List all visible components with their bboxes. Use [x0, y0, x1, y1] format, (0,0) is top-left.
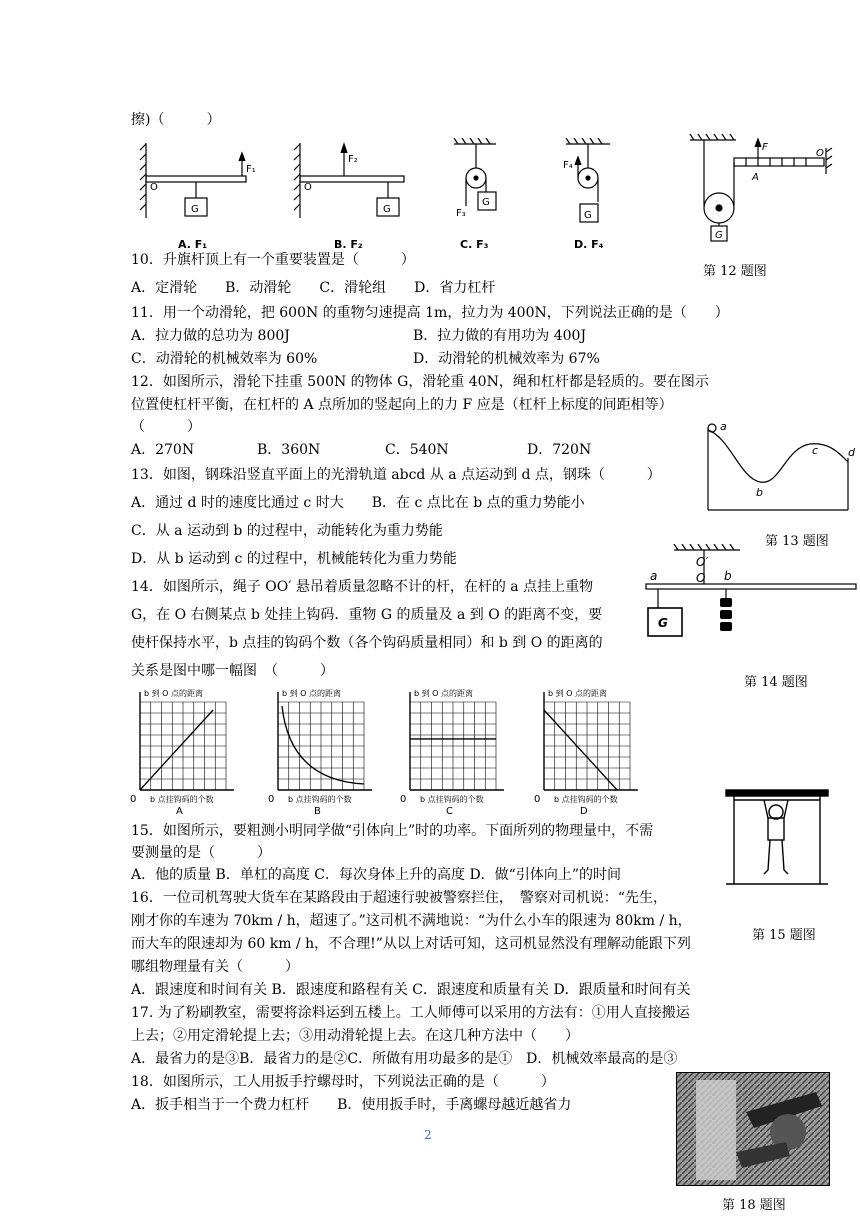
graph-options — [126, 686, 652, 822]
figure-15-caption: 第 15 题图 — [752, 928, 816, 943]
question-12-option-a: A．270N — [131, 442, 195, 458]
graph-xlabel: b 点挂钩码的个数 — [554, 795, 618, 804]
figure-13-track — [700, 418, 858, 520]
question-13: 13．如图，钢珠沿竖直平面上的光滑轨道 abcd 从 a 点运动到 d 点，钢珠（ ） — [131, 467, 661, 483]
label-f: F — [762, 142, 768, 153]
question-16: 16．一位司机驾驶大货车在某路段由于超速行驶被警察拦住， 警察对司机说：“先生， — [131, 890, 667, 906]
question-14-line3: 使杆保持水平，b 点挂的钩码个数（各个钩码质量相同）和 b 到 O 的距离的 — [131, 635, 603, 651]
question-13-options-ab: A．通过 d 时的速度比通过 c 时大 B．在 c 点比在 b 点的重力势能小 — [131, 495, 585, 511]
question-17-line2: 上去；②用定滑轮提上去；③用动滑轮提上去。在这几种方法中（ ） — [131, 1028, 579, 1044]
graph-origin: 0 — [534, 794, 541, 805]
figure-14-hanging-rod — [640, 544, 858, 644]
question-11: 11．用一个动滑轮，把 600N 的重物匀速提高 1m，拉力为 400N，下列说法正确的是（ ） — [131, 305, 729, 321]
figure-15-pull-up — [724, 788, 830, 888]
question-14-line4: 关系是图中哪一幅图 （ ） — [131, 663, 334, 679]
lever-option-figures — [138, 138, 618, 253]
graph-ylabel: b 到 O 点的距离 — [548, 689, 608, 698]
label-d: d — [848, 446, 855, 459]
question-11-option-c: C．动滑轮的机械效率为 60% — [131, 351, 318, 367]
question-12: 12．如图所示，滑轮下挂重 500N 的物体 G，滑轮重 40N，绳和杠杆都是轻质的。要在图示 — [131, 374, 709, 390]
question-12-option-b: B．360N — [257, 442, 321, 458]
question-12-line3: （ ） — [131, 419, 201, 435]
graph-curve — [282, 706, 364, 784]
figure-18-wrench-photo — [676, 1072, 830, 1186]
question-16-line4: 哪组物理量有关（ ） — [131, 959, 299, 975]
graph-option-label: D — [580, 806, 588, 817]
option-label-a: A. F₁ — [178, 238, 208, 251]
question-13-option-c: C．从 a 运动到 b 的过程中，动能转化为重力势能 — [131, 523, 443, 539]
label-g: G — [191, 204, 199, 215]
label-a: A — [752, 172, 759, 183]
text-line: 擦)（ ） — [131, 112, 221, 128]
graph-origin: 0 — [268, 794, 275, 805]
label-o: O — [696, 571, 706, 585]
figure-14-caption: 第 14 题图 — [744, 675, 808, 690]
page-number: 2 — [424, 1128, 432, 1142]
question-12-line2: 位置使杠杆平衡，在杠杆的 A 点所加的竖起向上的力 F 应是（杠杆上标度的间距相等） — [131, 397, 673, 413]
graph-xlabel: b 点挂钩码的个数 — [150, 795, 214, 804]
graph-ylabel: b 到 O 点的距离 — [144, 689, 204, 698]
question-18: 18．如图所示，工人用扳手拧螺母时，下列说法正确的是（ ） — [131, 1074, 555, 1090]
question-12-option-c: C．540N — [385, 442, 449, 458]
figure-12-pulley-lever — [686, 134, 836, 252]
option-label-b: B. F₂ — [334, 238, 363, 251]
question-17: 17. 为了粉刷教室，需要将涂料运到五楼上。工人师傅可以采用的方法有：①用人直接搬运 — [131, 1005, 690, 1021]
label-f4: F₄ — [563, 160, 573, 171]
graph-option-label: C — [446, 806, 453, 817]
label-g: G — [584, 210, 592, 221]
question-14-line2: G，在 O 右侧某点 b 处挂上钩码．重物 G 的质量及 a 到 O 的距离不变，要 — [131, 607, 603, 623]
figure-13-caption: 第 13 题图 — [765, 534, 829, 549]
question-11-option-d: D．动滑轮的机械效率为 67% — [413, 351, 600, 367]
question-15-line2: 要测量的是（ ） — [131, 845, 271, 861]
label-f2: F₂ — [348, 154, 358, 165]
figure-12-caption: 第 12 题图 — [703, 264, 767, 279]
question-18-options: A．扳手相当于一个费力杠杆 B．使用扳手时，手离螺母越近越省力 — [131, 1097, 572, 1113]
label-b: b — [724, 569, 732, 583]
question-10-options: A．定滑轮 B．动滑轮 C．滑轮组 D．省力杠杆 — [131, 280, 496, 296]
question-11-option-b: B．拉力做的有用功为 400J — [413, 328, 587, 344]
figure-18-caption: 第 18 题图 — [722, 1198, 786, 1213]
label-o-prime: O′ — [696, 555, 709, 569]
graph-ylabel: b 到 O 点的距离 — [414, 689, 474, 698]
question-16-line2: 刚才你的车速为 70km / h，超速了。”这司机不满地说：“为什么小车的限速为 80km / h， — [131, 913, 692, 929]
question-10: 10．升旗杆顶上有一个重要装置是（ ） — [131, 252, 415, 268]
label-a: a — [650, 569, 658, 583]
question-15: 15．如图所示，要粗测小明同学做“引体向上”时的功率。下面所列的物理量中，不需 — [131, 823, 654, 839]
graph-option-label: B — [314, 806, 321, 817]
question-16-options: A．跟速度和时间有关 B．跟速度和路程有关 C．跟速度和质量有关 D．跟质量和时间有关 — [131, 982, 691, 998]
label-c: c — [812, 444, 819, 457]
label-b: b — [756, 486, 763, 499]
graph-origin: 0 — [130, 794, 137, 805]
label-f3: F₃ — [456, 208, 466, 219]
label-o: O — [304, 182, 312, 193]
question-14: 14．如图所示，绳子 OO′ 悬吊着质量忽略不计的杆，在杆的 a 点挂上重物 — [131, 579, 594, 595]
label-o: O — [150, 182, 158, 193]
graph-origin: 0 — [400, 794, 407, 805]
label-f1: F₁ — [246, 164, 256, 175]
label-g: G — [482, 197, 490, 208]
label-o: O — [816, 148, 824, 159]
label-g: G — [715, 230, 723, 241]
graph-xlabel: b 点挂钩码的个数 — [420, 795, 484, 804]
question-13-option-d: D．从 b 运动到 c 的过程中，机械能转化为重力势能 — [131, 551, 457, 567]
label-a: a — [720, 420, 727, 433]
option-label-c: C. F₃ — [460, 238, 489, 251]
question-12-option-d: D．720N — [527, 442, 592, 458]
graph-xlabel: b 点挂钩码的个数 — [288, 795, 352, 804]
graph-option-label: A — [176, 806, 183, 817]
graph-ylabel: b 到 O 点的距离 — [282, 689, 342, 698]
question-11-option-a: A．拉力做的总功为 800J — [131, 328, 290, 344]
question-16-line3: 而大车的限速却为 60 km / h，不合理!”从以上对话可知，这司机显然没有理解动能跟下列 — [131, 936, 691, 952]
question-17-options: A．最省力的是③B．最省力的是②C．所做有用功最多的是① D．机械效率最高的是③ — [131, 1051, 678, 1067]
label-g: G — [383, 204, 391, 215]
option-label-d: D. F₄ — [574, 238, 604, 251]
label-g: G — [658, 616, 668, 630]
question-15-options: A．他的质量 B．单杠的高度 C．每次身体上升的高度 D．做“引体向上”的时间 — [131, 867, 621, 883]
